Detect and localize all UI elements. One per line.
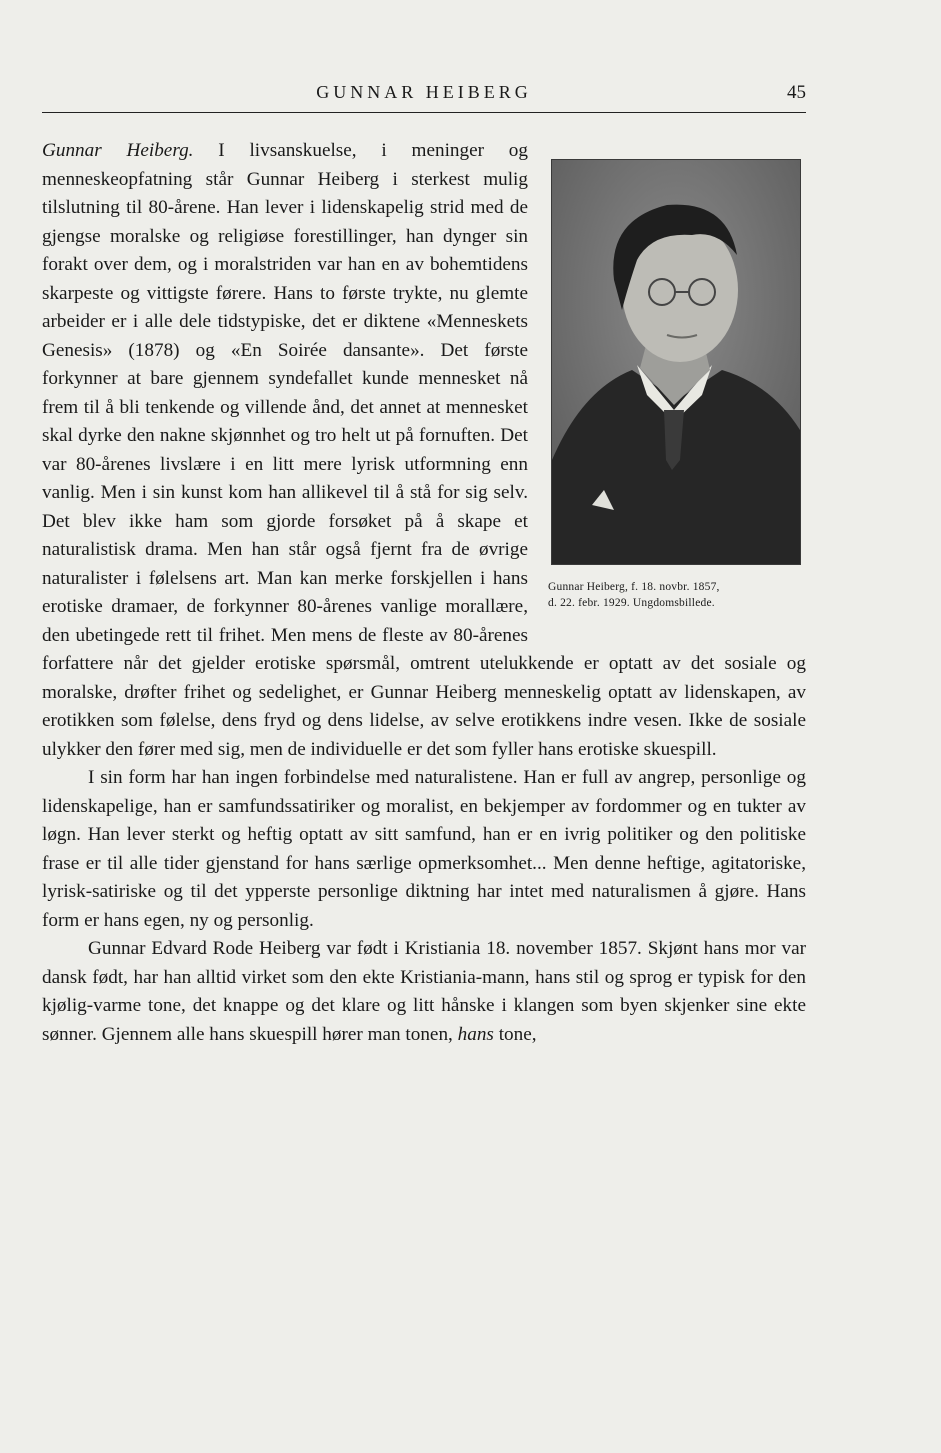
portrait-image	[552, 160, 800, 564]
paragraph-1-text: I livsanskuelse, i meninger og menneskeopfatning står Gunnar Heiberg i sterkest mulig tilslutning til 80-årene. Han lever i lidenskapelig strid med de gjengse moralske og religiøse forestillinger, han dynger sin forakt over dem, og i moralstriden var han en av bohemtidens skarpeste og vittigste førere. Hans to første trykte, nu glemte arbeider er i alle dele tidstypiske, det er diktene «Menneskets Genesis» (1878) og «En Soirée dansante». Det første forkynner at bare gjennem syndefallet kunde mennesket nå frem til å bli tenkende og villende ånd, det annet at mennesket skal dyrke den nakne skjønnhet og tro helt ut på fornuften. Det var 80-årenes livslære i en litt mere lyrisk utformning enn vanlig. Men i sin kunst kom han allikevel til å stå for sig selv. Det blev ikke ham som gjorde forsøket på å skape et naturalistisk drama. Men han står også fjernt fra de øvrige naturalister i følelsens art. Man kan merke forskjellen i hans erotiske dramaer, de forkynner 80-årenes vanlige morallære, den ubetingede rett til frihet. Men mens de fleste av 80-årenes forfattere når det gjelder erotiske spørsmål, omtrent utelukkende er optatt av det sosiale og moralske, drøfter frihet og sedelighet, er Gunnar Heiberg menneskelig optatt av lidenskapen, av erotikken som følelse, dens fryd og dens lidelse, av selve erotikkens indre vesen. Ikke de sosiale ulykker den fører med sig, men de individuelle er det som fyller hans erotiske skuespill.	[42, 140, 806, 760]
page-number: 45	[787, 82, 806, 103]
portrait-figure	[548, 159, 806, 629]
book-page	[42, 0, 806, 1453]
emphasis-word: hans	[457, 1023, 494, 1045]
paragraph-2: I sin form har han ingen forbindelse med naturalistene. Han er full av angrep, personlige og lidenskapelige, han er samfundssatiriker og moralist, en bekjemper av fordommer og en tukter av løgn. Han lever sterkt og heftig optatt av sitt samfund, han er en ivrig politiker og den politiske frase er til alle tider gjenstand for hans særlige opmerksomhet... Men denne heftige, agitatoriske, lyrisk-satiriske og til det ypperste personlige diktning har intet med naturalismen å gjøre. Hans form er hans egen, ny og personlig.	[42, 767, 806, 931]
photo-caption	[548, 579, 806, 611]
caption-line-1: Gunnar Heiberg, f. 18. novbr. 1857,	[548, 581, 720, 593]
page-header	[42, 82, 806, 113]
lead-name: Gunnar Heiberg.	[42, 140, 194, 161]
paragraph-3-tail: tone,	[493, 1023, 537, 1045]
caption-line-2: d. 22. febr. 1929. Ungdomsbillede.	[548, 597, 715, 609]
running-title: GUNNAR HEIBERG	[316, 82, 532, 102]
paragraph-3	[42, 935, 806, 1049]
portrait-photo	[551, 159, 801, 565]
paragraph-3-text: Gunnar Edvard Rode Heiberg var født i Kristiania 18. november 1857. Skjønt hans mor var dansk født, har han alltid virket som den ekte Kristiania-mann, hans stil og sprog er typisk for den kjølig-varme tone, det knappe og det klare og litt hånske i klangen som byen skjenker sine ekte sønner. Gjennem alle hans skuespill hører man tonen,	[42, 938, 806, 1045]
body-text	[42, 137, 806, 1049]
